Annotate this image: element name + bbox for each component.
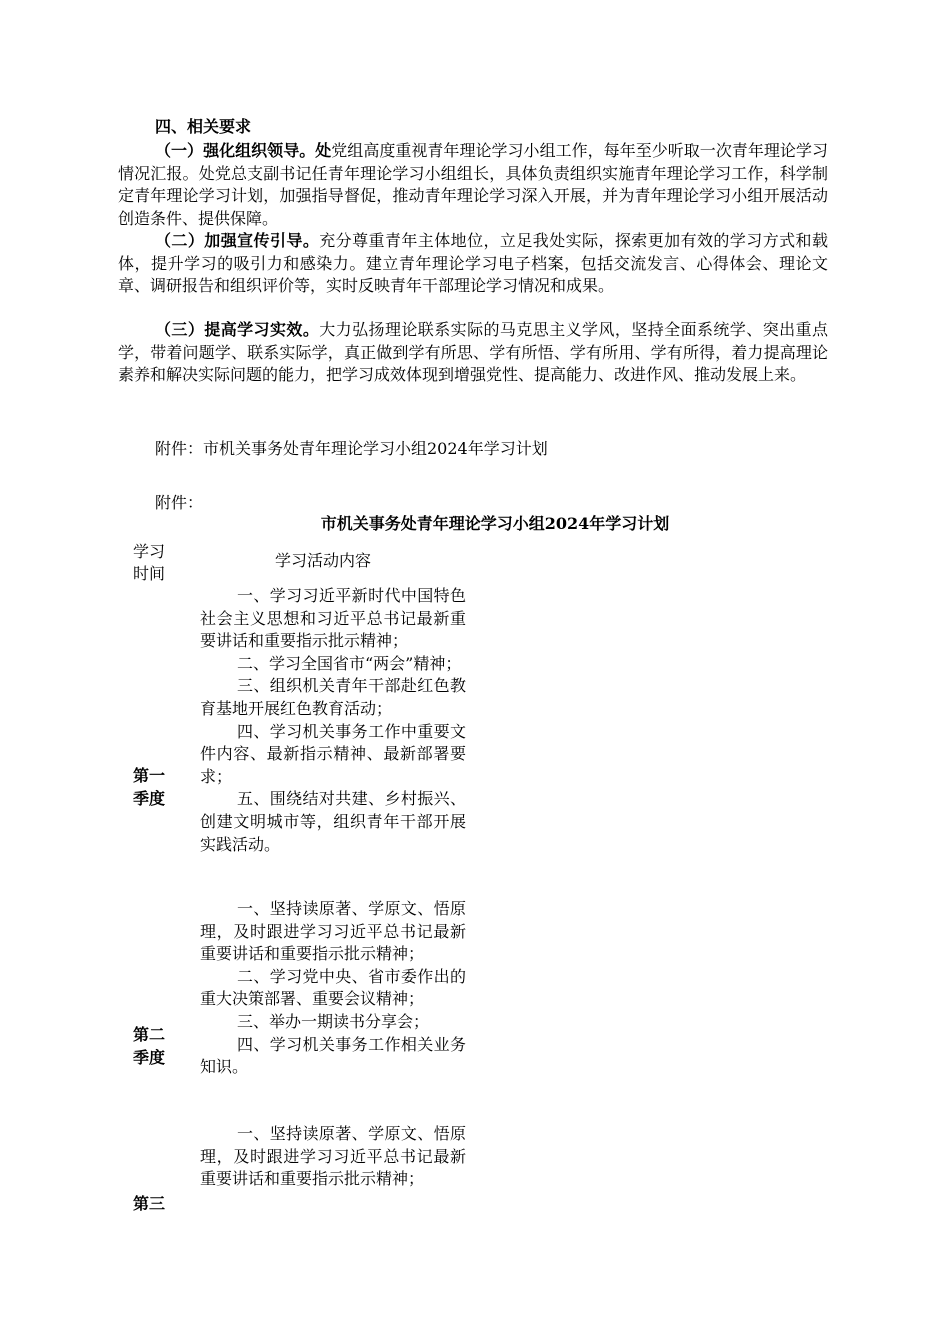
requirement-title: （三）提高学习实效。 [155,320,320,339]
plan-item: 四、学习机关事务工作相关业务知识。 [200,1034,466,1077]
plan-item: 一、坚持读原著、学原文、悟原理，及时跟进学习习近平总书记最新重要讲话和重要指示批示精神； [200,899,466,964]
quarter-label: 第一季度 [133,766,166,808]
requirement-paragraph-3 [118,319,828,387]
quarter-label: 第三 [133,1194,166,1213]
plan-title: 市机关事务处青年理论学习小组2024年学习计划 [320,514,670,533]
quarter-content-1 [200,585,466,856]
section-heading: 四、相关要求 [155,117,252,136]
table-header-content: 学习活动内容 [275,551,372,570]
quarter-content-3 [200,1123,466,1191]
requirement-title: （一）强化组织领导。处 [155,141,332,160]
plan-item: 五、围绕结对共建、乡村振兴、创建文明城市等，组织青年干部开展实践活动。 [200,789,466,854]
plan-item: 三、组织机关青年干部赴红色教育基地开展红色教育活动； [200,676,466,718]
plan-item: 二、学习党中央、省市委作出的重大决策部署、重要会议精神； [200,966,466,1009]
quarter-content-2 [200,898,466,1079]
plan-item: 三、举办一期读书分享会； [237,1011,430,1031]
quarter-label: 第二季度 [133,1025,166,1067]
requirement-title: （二）加强宣传引导。 [155,231,320,250]
table-header-time: 学习时间 [133,542,166,583]
plan-item: 一、坚持读原著、学原文、悟原理，及时跟进学习习近平总书记最新重要讲话和重要指示批示精神； [200,1124,466,1189]
plan-item: 四、学习机关事务工作中重要文件内容、最新指示精神、最新部署要求； [200,721,466,786]
plan-item: 二、学习全国省市“两会”精神； [237,653,462,673]
requirement-paragraph-2 [118,230,828,298]
attachment-label: 附件： [155,493,204,512]
requirement-body: 充分尊重青年主体地位，立足我处实际，探索更加有效的学习方式和载体，提升学习的吸引力和感染力。建立青年理论学习电子档案，包括交流发言、心得体会、理论文章、调研报告和组织评价等，实时反映青年干部理论学习情况和成果。 [118,231,828,296]
attachment-line: 附件：市机关事务处青年理论学习小组2024年学习计划 [155,439,548,458]
requirement-paragraph-1 [118,140,828,230]
plan-item: 一、学习习近平新时代中国特色社会主义思想和习近平总书记最新重要讲话和重要指示批示精神； [200,586,466,651]
requirement-body: 党组高度重视青年理论学习小组工作，每年至少听取一次青年理论学习情况汇报。处党总支副书记任青年理论学习小组组长，具体负责组织实施青年理论学习工作，科学制定青年理论学习计划，加强指导督促，推动青年理论学习深入开展，并为青年理论学习小组开展活动创造条件、提供保障。 [118,141,828,228]
requirement-body: 大力弘扬理论联系实际的马克思主义学风，坚持全面系统学、突出重点学，带着问题学、联系实际学，真正做到学有所思、学有所悟、学有所用、学有所得，着力提高理论素养和解决实际问题的能力，把学习成效体现到增强党性、提高能力、改进作风、推动发展上来。 [118,320,828,385]
